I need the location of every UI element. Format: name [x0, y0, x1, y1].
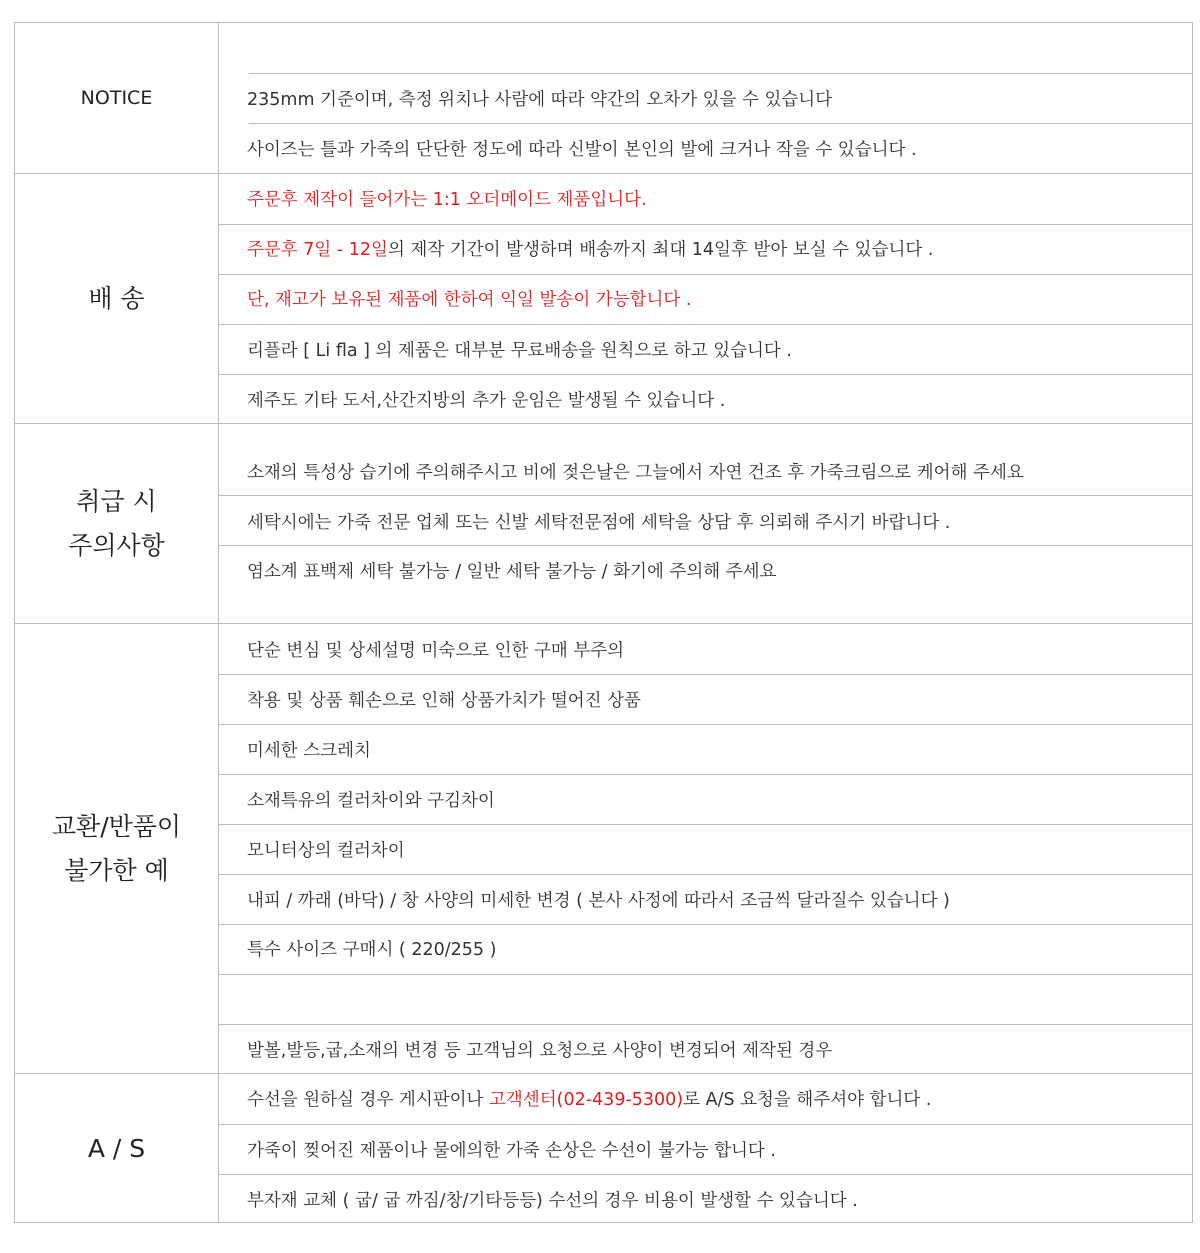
care-row-moisture: 소재의 특성상 습기에 주의해주시고 비에 젖은날은 그늘에서 자연 건조 후 가죽크림으로 케어해 주세요: [247, 463, 1024, 483]
row-divider: [219, 974, 1192, 975]
section-label-exchange: 교환/반품이 불가한 예: [15, 624, 219, 1073]
row-divider: [219, 274, 1192, 275]
row-divider: [219, 874, 1192, 875]
exchange-row-spec-change: 내피 / 까래 (바닥) / 창 사양의 미세한 변경 ( 본사 사정에 따라서 조금씩 달라질수 있습니다 ): [247, 891, 950, 911]
exchange-row-scratch: 미세한 스크레치: [247, 741, 371, 761]
row-divider: [219, 324, 1192, 325]
row-divider: [219, 924, 1192, 925]
shipping-row-stock: 단, 재고가 보유된 제품에 한하여 익일 발송이 가능합니다 .: [247, 290, 692, 310]
as-request-pre: 수선을 원하실 경우 게시판이나: [247, 1090, 490, 1110]
section-care: [15, 423, 1192, 623]
exchange-row-special-size: 특수 사이즈 구매시 ( 220/255 ): [247, 940, 497, 960]
row-divider: [219, 724, 1192, 725]
exchange-row-custom-request: 발볼,발등,굽,소재의 변경 등 고객님의 요청으로 사양이 변경되어 제작된 경우: [247, 1041, 833, 1061]
as-row-request: [247, 1089, 931, 1111]
section-label-as: A / S: [15, 1074, 219, 1223]
as-request-post: 로 A/S 요청을 해주셔야 합니다 .: [683, 1090, 932, 1110]
row-divider: [219, 774, 1192, 775]
row-divider: [249, 73, 1192, 74]
section-notice: [15, 23, 1192, 173]
row-divider: [249, 123, 1192, 124]
section-label-notice: NOTICE: [15, 23, 219, 173]
shipping-row-ordermade: 주문후 제작이 들어가는 1:1 오더메이드 제품입니다.: [247, 190, 647, 210]
section-label-shipping: 배 송: [15, 174, 219, 423]
row-divider: [219, 824, 1192, 825]
shipping-period-rest: 의 제작 기간이 발생하며 배송까지 최대 14일후 받아 보실 수 있습니다 .: [387, 240, 934, 260]
row-divider: [219, 224, 1192, 225]
notice-row-size: 사이즈는 틀과 가죽의 단단한 정도에 따라 신발이 본인의 발에 크거나 작을 수 있습니다 .: [247, 140, 917, 160]
section-label-care: 취급 시 주의사항: [15, 424, 219, 623]
exchange-row-material-color: 소재특유의 컬러차이와 구김차이: [247, 791, 495, 811]
care-row-bleach: 염소계 표백제 세탁 불가능 / 일반 세탁 불가능 / 화기에 주의해 주세요: [247, 562, 777, 582]
as-row-torn-leather: 가죽이 찢어진 제품이나 물에의한 가죽 손상은 수선이 불가능 합니다 .: [247, 1141, 776, 1161]
customer-center-phone: 고객센터(02-439-5300): [489, 1090, 684, 1110]
shipping-row-free: 리플라 [ Li fla ] 의 제품은 대부분 무료배송을 원칙으로 하고 있습니다 .: [247, 341, 792, 361]
shipping-row-period: [247, 239, 933, 261]
row-divider: [219, 1174, 1192, 1175]
row-divider: [219, 1124, 1192, 1125]
as-row-parts-cost: 부자재 교체 ( 굽/ 굽 까짐/창/기타등등) 수선의 경우 비용이 발생할 수 있습니다 .: [247, 1191, 858, 1211]
section-exchange: [15, 623, 1192, 1073]
row-divider: [219, 545, 1192, 546]
shipping-period-highlight: 주문후 7일 - 12일: [247, 240, 388, 260]
section-as: [15, 1073, 1192, 1223]
row-divider: [219, 674, 1192, 675]
product-notice-table: [14, 22, 1193, 1223]
notice-row-measure: 235mm 기준이며, 측정 위치나 사람에 따라 약간의 오차가 있을 수 있습니다: [247, 90, 833, 110]
shipping-row-island: 제주도 기타 도서,산간지방의 추가 운임은 발생될 수 있습니다 .: [247, 391, 726, 411]
section-shipping: [15, 173, 1192, 423]
exchange-row-damaged: 착용 및 상품 훼손으로 인해 상품가치가 떨어진 상품: [247, 691, 641, 711]
exchange-row-mind-change: 단순 변심 및 상세설명 미숙으로 인한 구매 부주의: [247, 641, 625, 661]
care-row-cleaning: 세탁시에는 가죽 전문 업체 또는 신발 세탁전문점에 세탁을 상담 후 의뢰해 주시기 바랍니다 .: [247, 513, 951, 533]
row-divider: [219, 495, 1192, 496]
row-divider: [219, 1024, 1192, 1025]
row-divider: [219, 374, 1192, 375]
exchange-row-monitor-color: 모니터상의 컬러차이: [247, 841, 405, 861]
